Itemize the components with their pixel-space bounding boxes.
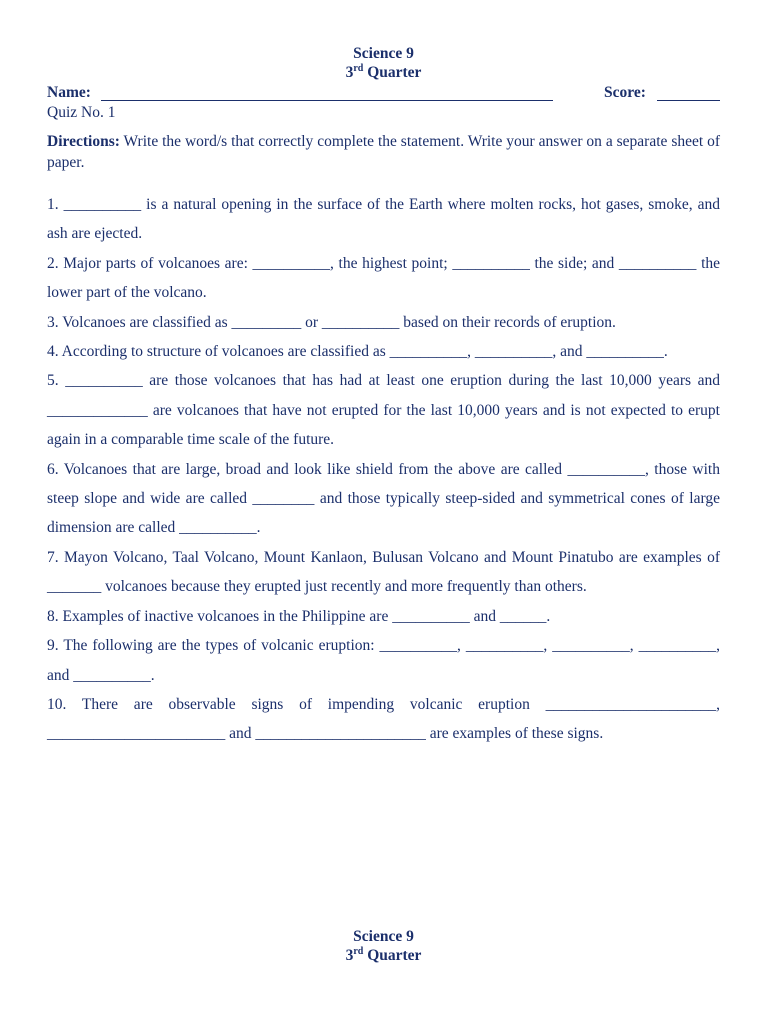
- directions-label: Directions:: [47, 133, 120, 150]
- question-item: 2. Major parts of volcanoes are: __________, the highest point; __________ the side; and __________ the lower part of the volcano.: [47, 254, 720, 302]
- score-field[interactable]: [657, 83, 720, 101]
- question-list: [47, 190, 720, 749]
- directions-text: Write the word/s that correctly complete the statement. Write your answer on a separate sheet of paper.: [47, 133, 720, 171]
- question-item: 9. The following are the types of volcanic eruption: __________, __________, __________, __________, and __________.: [47, 637, 720, 684]
- header-quarter: [47, 63, 720, 82]
- document-footer: [47, 927, 720, 965]
- document-header: [47, 44, 720, 82]
- question-item: 10. There are observable signs of impending volcanic eruption ______________________, _______________________ and ______________________ are examples of these signs.: [47, 695, 720, 743]
- footer-quarter: [47, 946, 720, 965]
- question-item: 6. Volcanoes that are large, broad and look like shield from the above are called __________, those with steep slope and wide are called ________ and those typically steep-sided and symmetrical cones of large dimension are called __________.: [47, 460, 720, 537]
- question-item: 4. According to structure of volcanoes are classified as __________, __________, and __________.: [47, 343, 668, 361]
- header-quarter-number: 3: [345, 64, 354, 81]
- quiz-number: Quiz No. 1: [47, 104, 116, 121]
- directions: [47, 131, 720, 173]
- question-item: 1. __________ is a natural opening in the surface of the Earth where molten rocks, hot gases, smoke, and ash are ejected.: [47, 196, 720, 243]
- question-item: 3. Volcanoes are classified as _________ or __________ based on their records of eruption.: [47, 313, 616, 331]
- footer-quarter-suffix: rd: [353, 945, 364, 957]
- name-score-row: [47, 83, 720, 103]
- footer-quarter-word: Quarter: [363, 947, 422, 964]
- question-item: 7. Mayon Volcano, Taal Volcano, Mount Kanlaon, Bulusan Volcano and Mount Pinatubo are examples of _______ volcanoes because they erupted just recently and more frequently than others.: [47, 548, 720, 596]
- quiz-page: [47, 44, 720, 749]
- question-item: 8. Examples of inactive volcanoes in the Philippine are __________ and ______.: [47, 607, 551, 625]
- score-label: Score:: [604, 84, 646, 101]
- header-quarter-suffix: rd: [353, 62, 364, 74]
- header-subject: Science 9: [353, 45, 414, 62]
- footer-subject: Science 9: [353, 928, 414, 945]
- footer-quarter-number: 3: [345, 947, 354, 964]
- question-item: 5. __________ are those volcanoes that has had at least one eruption during the last 10,000 years and _____________ are volcanoes that have not erupted for the last 10,000 years and is not expected to erupt again in a comparable time scale of the future.: [47, 372, 720, 449]
- name-field[interactable]: [101, 83, 553, 101]
- header-quarter-word: Quarter: [363, 64, 422, 81]
- name-label: Name:: [47, 84, 91, 101]
